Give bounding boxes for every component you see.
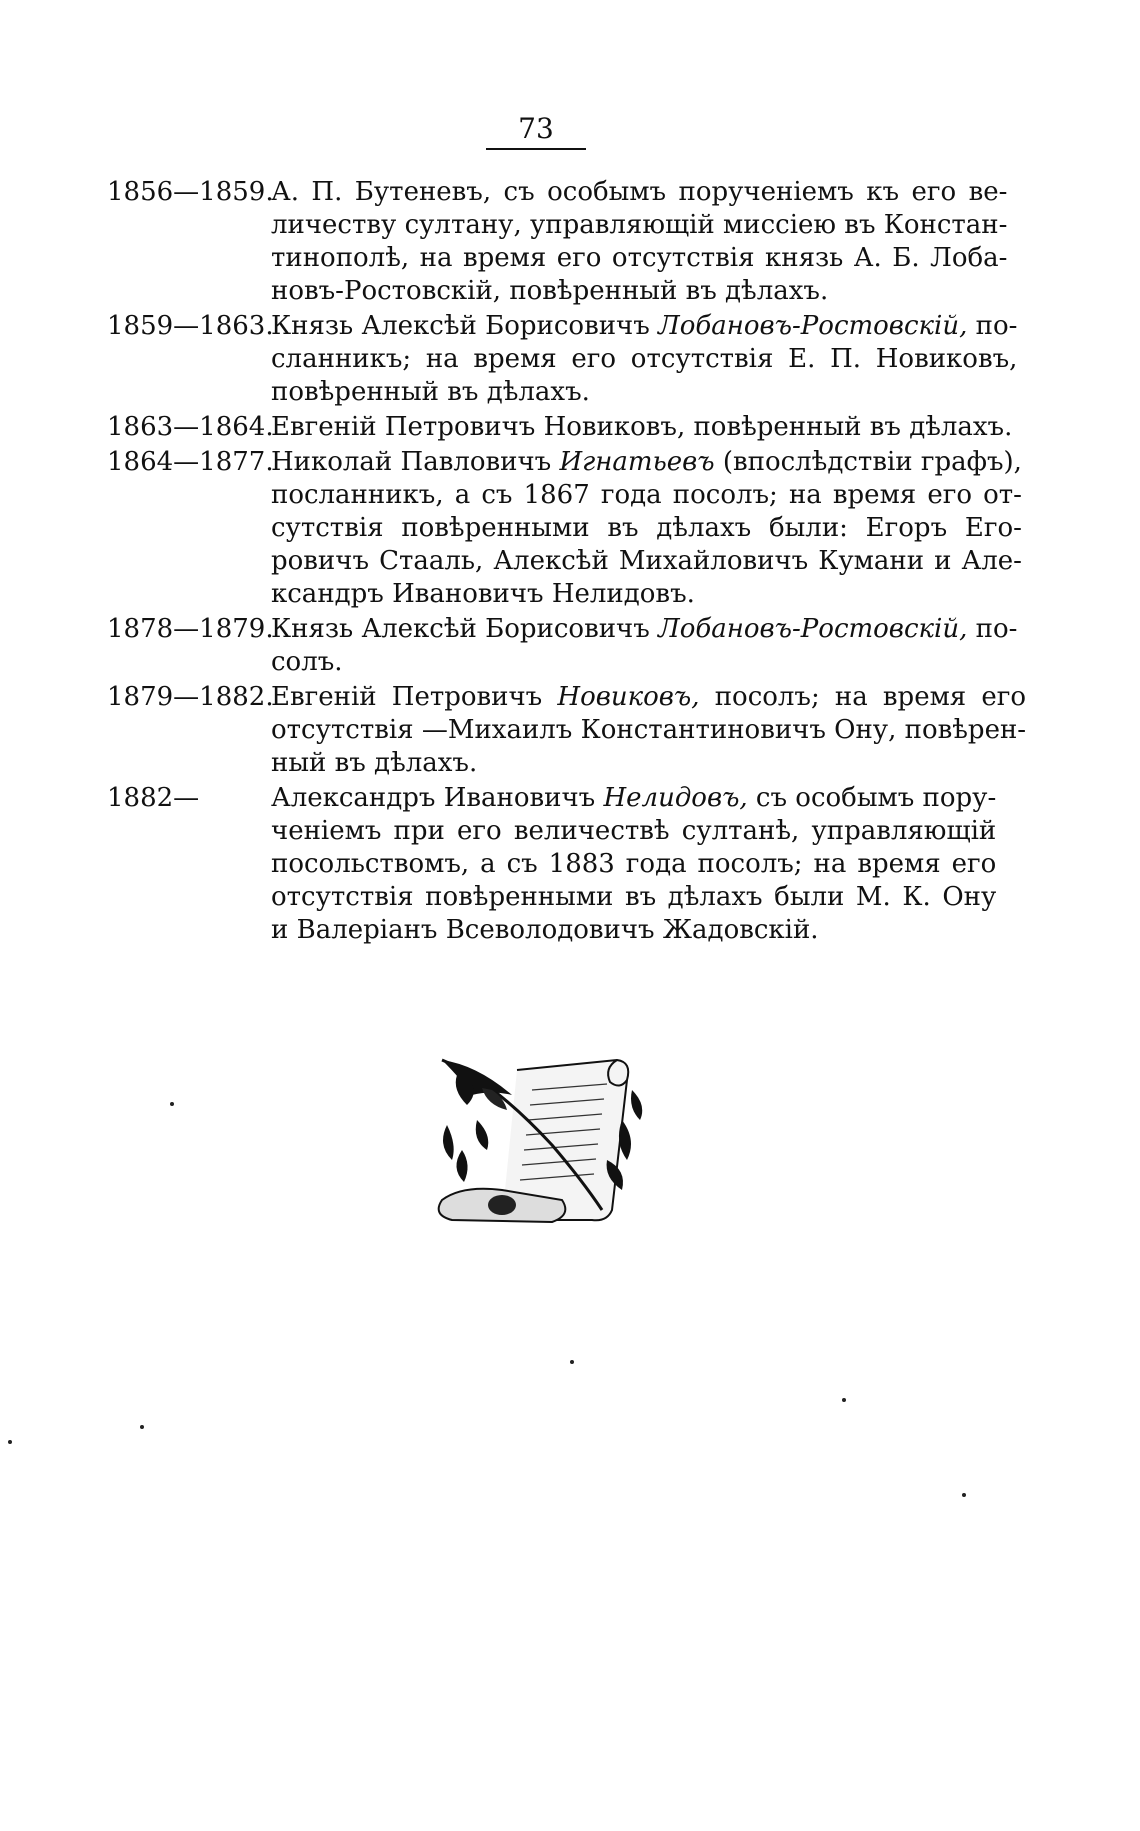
text-line <box>271 479 1022 512</box>
text-line <box>271 446 1022 479</box>
chronology-entry <box>107 411 1013 444</box>
quill-and-scroll-icon <box>432 1050 652 1230</box>
text-segment: посланникъ, а съ 1867 года посолъ; на время его от- <box>271 480 1022 510</box>
print-speck <box>170 1102 174 1106</box>
text-line <box>271 747 1026 780</box>
chronology-entry <box>107 681 1027 780</box>
chronology-entry <box>107 613 1018 679</box>
entry-years: 1882— <box>107 783 200 813</box>
text-line <box>271 578 1022 611</box>
text-segment: Александръ Ивановичъ <box>271 783 604 813</box>
print-speck <box>962 1493 966 1497</box>
text-segment: Князь Алексѣй Борисовичъ <box>271 614 659 644</box>
text-segment: Евгеній Петровичъ <box>271 682 558 712</box>
chronology-entry <box>107 446 1022 611</box>
chronology-entry <box>107 310 1018 409</box>
text-segment: сланникъ; на время его отсутствія Е. П. Новиковъ, <box>271 344 1018 374</box>
person-surname-italic: Лобановъ-Ростовскій, <box>658 311 968 341</box>
entry-years: 1878—1879. <box>107 614 274 644</box>
text-segment: и Валеріанъ Всеволодовичъ Жадовскій. <box>271 915 819 945</box>
text-segment: по- <box>967 614 1018 644</box>
text-line <box>271 914 996 947</box>
text-line <box>271 714 1026 747</box>
entry-years: 1879—1882. <box>107 682 274 712</box>
text-segment: Евгеній Петровичъ Новиковъ, повѣренный въ дѣлахъ. <box>271 412 1013 442</box>
person-surname-italic: Новиковъ, <box>557 682 700 712</box>
text-line <box>271 411 1012 444</box>
text-segment: по- <box>967 311 1018 341</box>
text-segment: повѣренный въ дѣлахъ. <box>271 377 590 407</box>
text-line <box>271 782 996 815</box>
text-segment: посольствомъ, а съ 1883 года посолъ; на время его <box>271 849 997 879</box>
person-surname-italic: Лобановъ-Ростовскій, <box>658 614 968 644</box>
text-segment: личеству султану, управляющій миссіею въ Констан- <box>271 210 1008 240</box>
text-segment: ченіемъ при его величествѣ султанѣ, управляющій <box>271 816 997 846</box>
text-line <box>271 881 996 914</box>
print-speck <box>842 1398 846 1402</box>
print-speck <box>8 1440 12 1444</box>
page-number-rule <box>486 148 586 150</box>
text-segment: солъ. <box>271 647 343 677</box>
text-segment: новъ-Ростовскій, повѣренный въ дѣлахъ. <box>271 276 829 306</box>
text-line <box>271 376 1017 409</box>
print-speck <box>140 1425 144 1429</box>
entry-years: 1863—1864. <box>107 412 274 442</box>
person-surname-italic: Игнатьевъ <box>559 447 715 477</box>
text-line <box>271 613 1017 646</box>
text-line <box>271 242 1007 275</box>
text-line <box>271 176 1007 209</box>
entry-text <box>271 613 1017 679</box>
text-segment: сутствія повѣренными въ дѣлахъ были: Егоръ Его- <box>271 513 1022 543</box>
text-segment: отсутствія повѣренными въ дѣлахъ были М. К. Ону <box>271 882 997 912</box>
entry-text <box>271 446 1022 611</box>
text-line <box>271 310 1017 343</box>
text-line <box>271 343 1017 376</box>
text-segment: А. П. Бутеневъ, съ особымъ порученіемъ къ его ве- <box>271 177 1008 207</box>
text-segment: Князь Алексѣй Борисовичъ <box>271 311 659 341</box>
entry-text <box>271 411 1012 444</box>
entry-text <box>271 176 1007 308</box>
text-segment: съ особымъ пору- <box>747 783 997 813</box>
entry-text <box>271 782 996 947</box>
text-segment: посолъ; на время его <box>699 682 1027 712</box>
text-segment: ровичъ Стааль, Алексѣй Михайловичъ Кумани и Але- <box>271 546 1022 576</box>
text-segment: ный въ дѣлахъ. <box>271 748 478 778</box>
text-line <box>271 209 1007 242</box>
text-line <box>271 681 1026 714</box>
entry-years: 1859—1863. <box>107 311 274 341</box>
text-segment: Николай Павловичъ <box>271 447 560 477</box>
entry-years: 1856—1859. <box>107 177 274 207</box>
chronology-entry <box>107 176 1008 308</box>
entry-text <box>271 681 1026 780</box>
text-line <box>271 512 1022 545</box>
person-surname-italic: Нелидовъ, <box>603 783 748 813</box>
page-number: 73 <box>518 112 554 145</box>
text-line <box>271 646 1017 679</box>
text-segment: ксандръ Ивановичъ Нелидовъ. <box>271 579 695 609</box>
entry-years: 1864—1877. <box>107 447 274 477</box>
text-line <box>271 275 1007 308</box>
chronology-list <box>107 176 1027 949</box>
text-line <box>271 815 996 848</box>
text-segment: отсутствія —Михаилъ Константиновичъ Ону, повѣрен- <box>271 715 1027 745</box>
print-speck <box>570 1360 574 1364</box>
chronology-entry <box>107 782 997 947</box>
text-line <box>271 848 996 881</box>
text-line <box>271 545 1022 578</box>
text-segment: тинополѣ, на время его отсутствія князь А. Б. Лоба- <box>271 243 1008 273</box>
entry-text <box>271 310 1017 409</box>
text-segment: (впослѣдствіи графъ), <box>714 447 1022 477</box>
